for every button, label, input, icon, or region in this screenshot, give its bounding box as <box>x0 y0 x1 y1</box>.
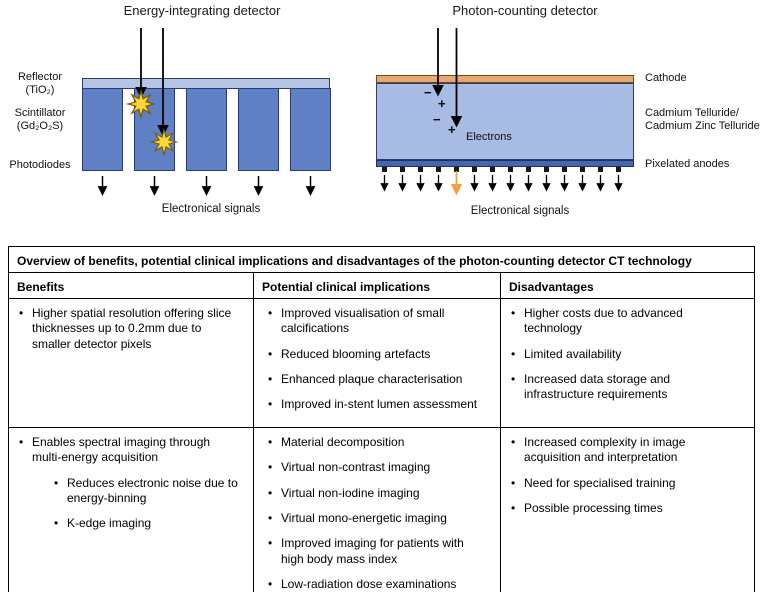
anode-pixel <box>508 167 513 172</box>
scintillator-pixel <box>134 88 175 171</box>
pcd-overview-table <box>8 246 755 592</box>
list-item: • Limited availability <box>509 347 742 362</box>
anode-pixel <box>544 167 549 172</box>
anode-pixel <box>616 167 621 172</box>
right-signals-label: Electronical signals <box>470 205 570 217</box>
anode-pixel <box>598 167 603 172</box>
column-header-disadvantages: Disadvantages <box>501 273 755 299</box>
semiconductor-label <box>645 107 762 133</box>
anode-pixel <box>436 167 441 172</box>
cell-benefits-row2 <box>9 427 254 592</box>
list-item: • Improved visualisation of small calcifications <box>266 306 488 337</box>
list-item: • Virtual mono-energetic imaging <box>266 511 488 526</box>
anode-pixel <box>526 167 531 172</box>
charge-plus: + <box>438 96 446 111</box>
sub-list-item: • K-edge imaging <box>52 516 241 531</box>
anode-pixel <box>490 167 495 172</box>
list-item: • Higher costs due to advanced technology <box>509 306 742 337</box>
list-item <box>17 435 241 532</box>
charge-minus: − <box>424 85 432 100</box>
table-caption: Overview of benefits, potential clinical implications and disadvantages of the photon-counting detector CT technology <box>9 247 755 273</box>
anode-pixel <box>400 167 405 172</box>
semiconductor-label-line1: Cadmium Telluride/ <box>645 107 739 119</box>
anode-pixel <box>580 167 585 172</box>
benefits-sublist-row2 <box>52 476 241 532</box>
cell-implications-row2 <box>254 427 501 592</box>
scintillator-label-line1: Scintillator <box>14 107 66 119</box>
list-item: • Higher spatial resolution offering slice thicknesses up to 0.2mm due to smaller detector pixels <box>17 306 241 352</box>
list-item: • Increased data storage and infrastructure requirements <box>509 372 742 403</box>
list-item: • Virtual non-contrast imaging <box>266 460 488 475</box>
list-item: • Low-radiation dose examinations <box>266 577 488 592</box>
list-item: • Increased complexity in image acquisition and interpretation <box>509 435 742 466</box>
column-header-implications: Potential clinical implications <box>254 273 501 299</box>
cell-implications-row1 <box>254 299 501 428</box>
scintillator-label-line2: (Gd₂O₂S) <box>16 120 64 132</box>
signal-arrows-right <box>385 171 619 192</box>
right-diagram-title: Photon-counting detector <box>452 3 598 18</box>
list-item: • Improved in-stent lumen assessment <box>266 397 488 412</box>
cathode-label: Cathode <box>645 72 687 84</box>
implications-list-row1 <box>266 306 488 413</box>
cell-benefits-row1 <box>9 299 254 428</box>
reflector-label-line2: (TiO₂) <box>25 84 55 96</box>
charge-plus: + <box>448 122 456 137</box>
anode-pixel <box>454 167 459 172</box>
column-header-benefits: Benefits <box>9 273 254 299</box>
list-item: • Material decomposition <box>266 435 488 450</box>
semiconductor-block <box>376 83 634 160</box>
signal-arrows-left <box>103 176 311 193</box>
cell-disadvantages-row2 <box>501 427 755 592</box>
scintillator-pixel <box>238 88 279 171</box>
disadvantages-list-row1 <box>509 306 742 403</box>
left-diagram-title: Energy-integrating detector <box>123 3 281 18</box>
anode-pixel <box>562 167 567 172</box>
pixelated-anode-layer <box>376 160 634 167</box>
semiconductor-label-line2: Cadmium Zinc Telluride <box>645 120 760 132</box>
benefits-list-row1 <box>17 306 241 352</box>
scintillator-pixel <box>290 88 331 171</box>
scintillator-pixel <box>82 88 123 171</box>
cathode-layer <box>376 75 634 83</box>
charge-minus: − <box>433 112 441 127</box>
reflector-label-line1: Reflector <box>17 71 63 83</box>
list-item-text: Enables spectral imaging through multi-energy acquisition <box>32 434 211 465</box>
list-item: • Virtual non-iodine imaging <box>266 486 488 501</box>
scintillator-label <box>2 107 78 133</box>
sub-list-item: • Reduces electronic noise due to energy-binning <box>52 476 241 507</box>
disadvantages-list-row2 <box>509 435 742 516</box>
anode-pixel <box>382 167 387 172</box>
reflector-label <box>2 71 78 97</box>
photodiodes-label: Photodiodes <box>9 159 71 171</box>
left-signals-label: Electronical signals <box>161 203 261 215</box>
list-item: • Reduced blooming artefacts <box>266 347 488 362</box>
list-item: • Possible processing times <box>509 501 742 516</box>
list-item: • Enhanced plaque characterisation <box>266 372 488 387</box>
pixelated-anodes-label: Pixelated anodes <box>645 158 730 170</box>
list-item: • Need for specialised training <box>509 476 742 491</box>
list-item: • Improved imaging for patients with high body mass index <box>266 536 488 567</box>
scintillator-pixel <box>186 88 227 171</box>
anode-pixel <box>418 167 423 172</box>
benefits-list-row2 <box>17 435 241 532</box>
anode-pixel <box>472 167 477 172</box>
electrons-label: Electrons <box>466 131 512 143</box>
cell-disadvantages-row1 <box>501 299 755 428</box>
implications-list-row2 <box>266 435 488 592</box>
